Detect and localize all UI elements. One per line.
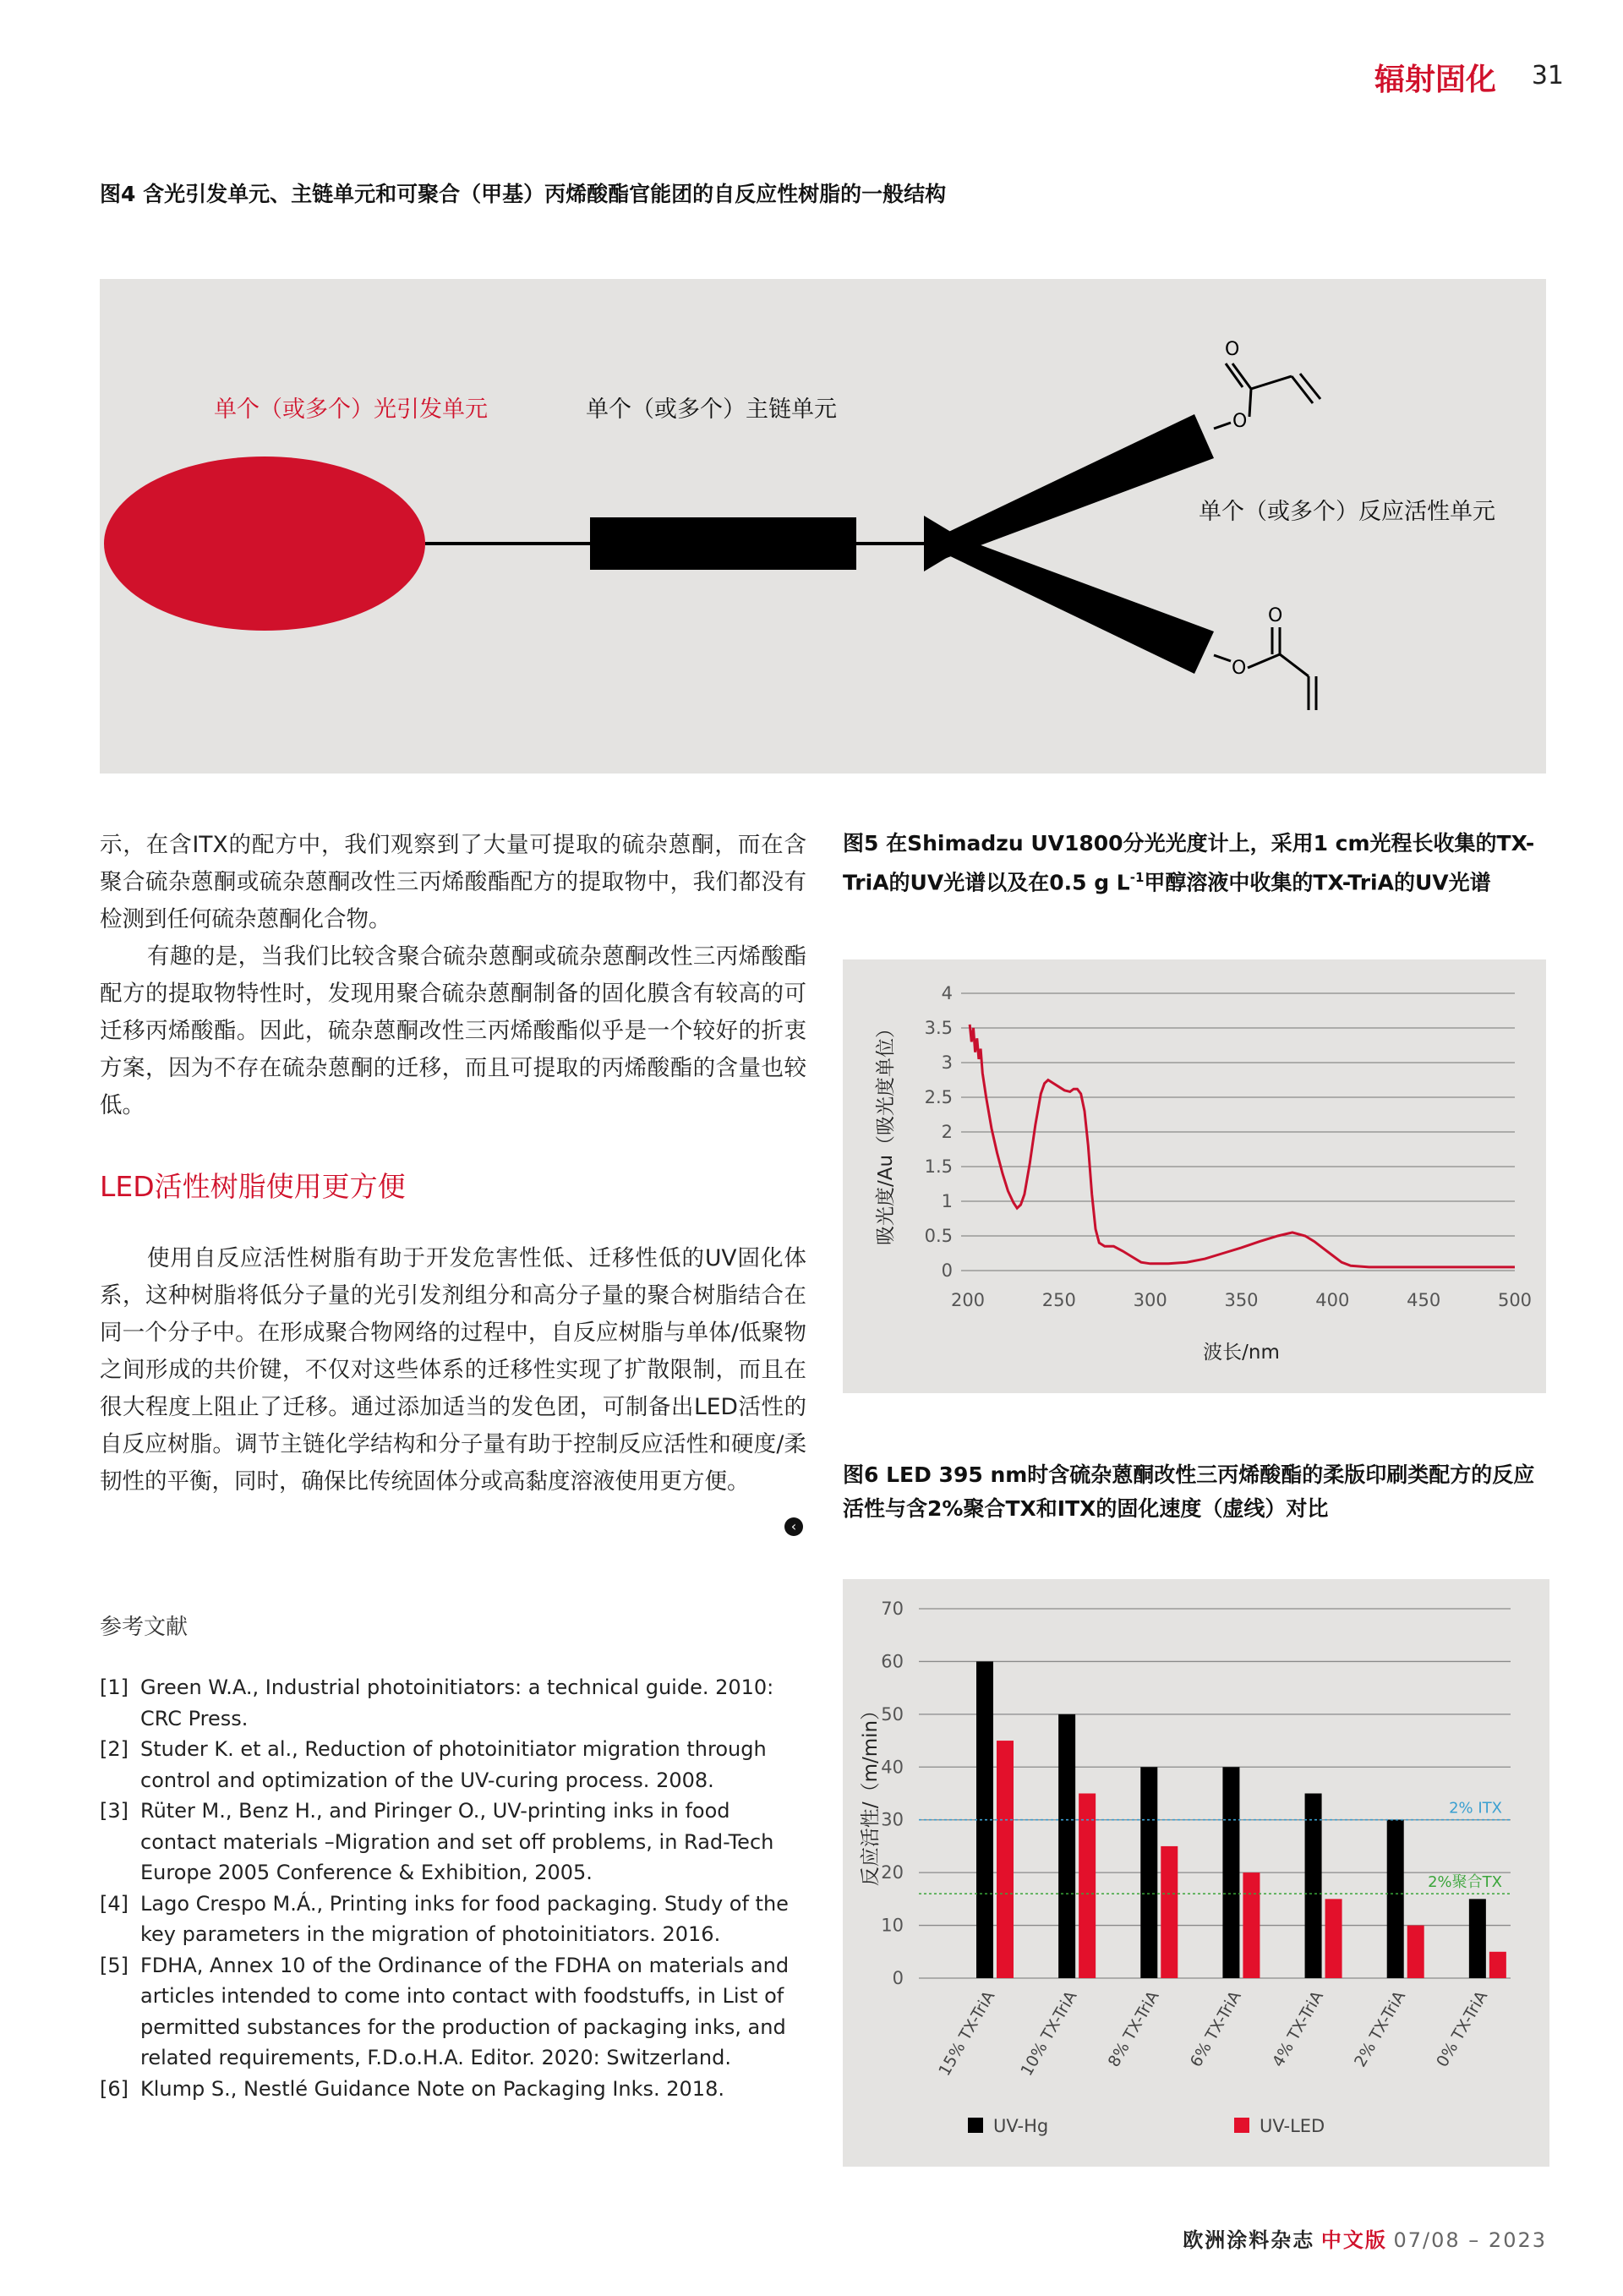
reference-line-label: 2%聚合TX [1428,1873,1502,1892]
y-tick-label: 3.5 [924,1018,953,1038]
reference-number: [1] [100,1676,128,1699]
legend-label-uv-hg: UV-Hg [993,2116,1049,2136]
bond [1249,389,1251,417]
bond [1300,374,1320,399]
y-tick-label: 4 [941,983,953,1003]
fig5-caption-sup: -1 [1129,870,1145,885]
label-reactive: 单个（或多个）反应活性单元 [1199,499,1495,525]
bond [1280,654,1309,676]
footer [1183,2223,1547,2253]
bond [1214,655,1231,661]
fig5-caption-text: 图5 在Shimadzu UV1800分光光度计上，采用1 cm光程长收集的TX-TriA的UV光谱以及在0.5 g L [843,831,1535,895]
bar-uv-hg [1222,1767,1239,1978]
y-tick-label: 2.5 [924,1087,953,1107]
bond [1292,376,1313,403]
fig5-caption [843,827,1549,899]
legend-swatch-uv-led [1234,2118,1249,2133]
reference-number: [6] [100,2076,128,2101]
backbone-unit [590,517,856,570]
footer-issue: 07/08 – 2023 [1393,2228,1547,2252]
atom-o-upper-ester: O [1232,411,1248,432]
bar-uv-led [1407,1926,1424,1978]
y-tick-label: 70 [881,1599,904,1619]
x-tick-label: 250 [1041,1290,1076,1310]
bar-uv-led [997,1741,1014,1978]
reference-line-label: 2% ITX [1449,1799,1502,1818]
atom-o-lower-carbonyl: O [1268,605,1283,626]
reference-text: FDHA, Annex 10 of the Ordinance of the FDHA on materials and articles intended to come into contact with foodstuffs, in List of permitted substances for the production of packaging inks, and related requirements, F.D.o.H.A. Editor. 2020: Switzerland. [140,1953,790,2069]
fig4-structure-svg [100,279,1546,774]
label-backbone: 单个（或多个）主链单元 [586,396,837,423]
x-tick-label: 8% TX-TriA [1104,1987,1163,2070]
reference-text: Rüter M., Benz H., and Piringer O., UV-printing inks in food contact materials –Migration and set off problems, in Rad-Tech Europe 2005 Conference & Exhibition, 2005. [140,1799,774,1884]
y-axis-label: 吸光度/Au（吸光度单位） [875,1018,897,1246]
atom-o-upper-carbonyl: O [1225,339,1240,360]
fig5-chart-svg [843,959,1546,1393]
x-tick-label: 10% TX-TriA [1017,1987,1081,2080]
y-tick-label: 2 [941,1122,953,1142]
paragraph-2: 有趣的是，当我们比较含聚合硫杂蒽酮或硫杂蒽酮改性三丙烯酸酯配方的提取物特性时，发现用聚合硫杂蒽酮制备的固化膜含有较高的可迁移丙烯酸酯。因此，硫杂蒽酮改性三丙烯酸酯似乎是一个较好的折衷方案，因为不存在硫杂蒽酮的迁移，而且可提取的丙烯酸酯的含量也较低。 [100,943,806,1118]
bar-uv-led [1079,1794,1096,1979]
x-axis-label: 波长/nm [1203,1342,1280,1364]
page-number: 31 [1531,61,1564,90]
y-tick-label: 40 [881,1757,904,1778]
references-list [100,1672,810,2104]
y-tick-label: 0.5 [924,1226,953,1246]
fig6-chart-svg [843,1579,1549,2167]
photoinitiator-unit [104,456,425,631]
paragraph-1: 示，在含ITX的配方中，我们观察到了大量可提取的硫杂蒽酮，而在含聚合硫杂蒽酮或硫杂蒽酮改性三丙烯酸酯配方的提取物中，我们都没有检测到任何硫杂蒽酮化合物。 [100,832,806,932]
bar-uv-hg [1305,1794,1322,1979]
y-tick-label: 30 [881,1809,904,1830]
y-tick-label: 50 [881,1703,904,1725]
fig4-diagram [100,279,1546,774]
reference-item [100,1796,810,1889]
y-tick-label: 10 [881,1915,904,1936]
reference-text: Klump S., Nestlé Guidance Note on Packaging Inks. 2018. [140,2076,724,2101]
fig5-chart [843,959,1546,1393]
x-tick-label: 450 [1407,1290,1441,1310]
reactive-unit-join [924,516,970,571]
bar-uv-hg [1387,1820,1404,1978]
x-tick-label: 500 [1497,1290,1533,1310]
legend-label-uv-led: UV-LED [1260,2116,1325,2136]
x-tick-label: 350 [1224,1290,1259,1310]
y-tick-label: 1.5 [924,1156,953,1177]
bond [1214,423,1231,429]
body-text-top [100,827,806,1124]
references-title: 参考文献 [100,1615,189,1640]
x-tick-label: 4% TX-TriA [1268,1987,1327,2070]
footer-magazine: 欧洲涂料杂志 [1183,2228,1315,2252]
reference-number: [3] [100,1799,128,1823]
reference-item [100,1672,810,1734]
x-tick-label: 400 [1315,1290,1350,1310]
reference-text: Studer K. et al., Reduction of photoinitiator migration through control and optimization of the UV-curing process. 2008. [140,1737,767,1792]
bar-uv-led [1325,1899,1342,1978]
reference-text: Green W.A., Industrial photoinitiators: a technical guide. 2010: CRC Press. [140,1676,774,1730]
reference-item [100,1950,810,2074]
bar-uv-hg [1469,1899,1486,1978]
x-tick-label: 300 [1133,1290,1167,1310]
y-tick-label: 20 [881,1862,904,1883]
reference-number: [2] [100,1737,128,1761]
x-tick-label: 6% TX-TriA [1186,1987,1245,2070]
x-tick-label: 200 [950,1290,986,1310]
reference-item [100,1734,810,1796]
section-title: 辐射固化 [1374,63,1496,97]
x-tick-label: 0% TX-TriA [1433,1987,1492,2070]
bond [1251,376,1292,389]
bond [1248,654,1280,668]
x-tick-label: 2% TX-TriA [1351,1987,1410,2070]
y-axis-label: 反应活性/（m/min） [860,1700,882,1887]
spectrum-line [970,1025,1515,1267]
body-text-bottom [100,1240,806,1501]
reference-item [100,1889,810,1950]
reference-number: [5] [100,1953,128,1977]
y-tick-label: 60 [881,1651,904,1672]
chevron-circle-left-icon[interactable]: ‹ [784,1517,803,1536]
reference-number: [4] [100,1891,128,1916]
x-tick-label: 15% TX-TriA [935,1987,999,2080]
led-heading: LED活性树脂使用更方便 [100,1170,406,1203]
bar-uv-hg [1140,1767,1157,1978]
bar-uv-led [1161,1846,1178,1978]
paragraph-3: 使用自反应活性树脂有助于开发危害性低、迁移性低的UV固化体系，这种树脂将低分子量的光引发剂组分和高分子量的聚合树脂结合在同一个分子中。在形成聚合物网络的过程中，自反应树脂与单体/低聚物之间形成的共价键，不仅对这些体系的迁移性实现了扩散限制，而且在很大程度上阻止了迁移。通过添加适当的发色团，可制备出LED活性的自反应树脂。调节主链化学结构和分子量有助于控制反应活性和硬度/柔韧性的平衡，同时，确保比传统固体分或高黏度溶液使用更方便。 [100,1245,806,1495]
fig6-chart [843,1579,1549,2167]
fig5-caption-text-end: 甲醇溶液中收集的TX-TriA的UV光谱 [1144,870,1491,895]
y-tick-label: 1 [941,1191,953,1211]
footer-edition: 中文版 [1320,2228,1387,2252]
y-tick-label: 0 [892,1968,904,1988]
fig6-caption: 图6 LED 395 nm时含硫杂蒽酮改性三丙烯酸酯的柔版印刷类配方的反应活性与含2%聚合TX和ITX的固化速度（虚线）对比 [843,1462,1535,1521]
bar-uv-led [1243,1872,1260,1978]
reactive-unit-branch-lower [924,524,1214,674]
y-tick-label: 0 [941,1260,953,1281]
bar-uv-led [1489,1952,1506,1978]
reference-item [100,2074,810,2105]
y-tick-label: 3 [941,1052,953,1073]
label-photoinitiator: 单个（或多个）光引发单元 [214,396,488,423]
atom-o-lower-ester: O [1232,658,1247,679]
legend-swatch-uv-hg [968,2118,983,2133]
bar-uv-hg [1058,1714,1075,1978]
reference-text: Lago Crespo M.Á., Printing inks for food packaging. Study of the key parameters in the migration of photoinitiators. 2016. [140,1891,789,1946]
fig4-caption: 图4 含光引发单元、主链单元和可聚合（甲基）丙烯酸酯官能团的自反应性树脂的一般结构 [100,182,947,206]
